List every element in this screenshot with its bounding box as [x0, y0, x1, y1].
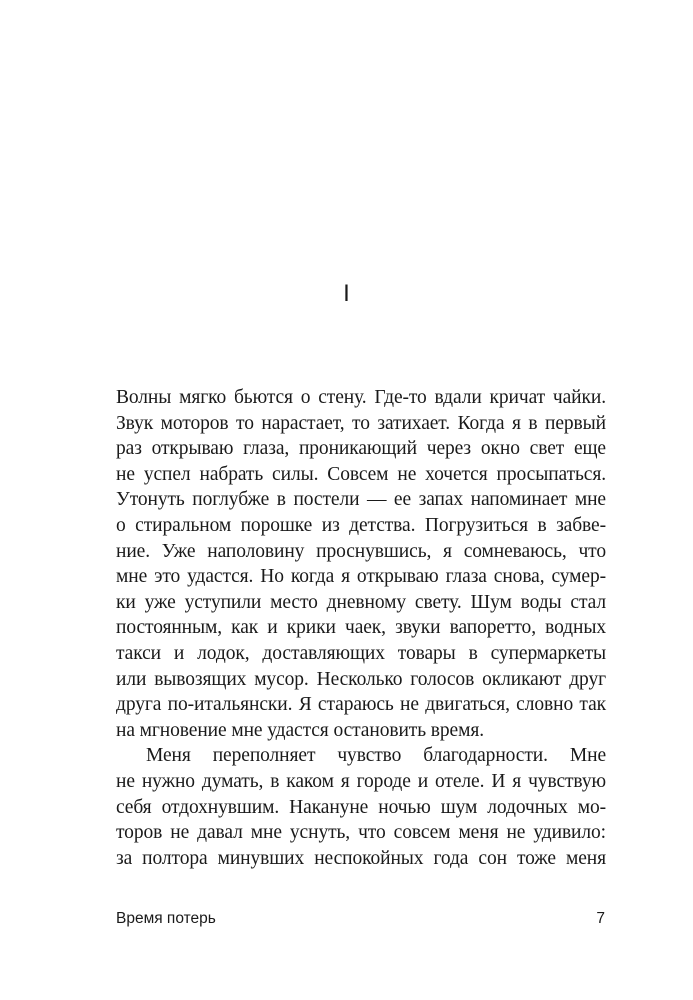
text-line: о стиральном порошке из детства. Погрузиться в забве-: [116, 514, 606, 536]
text-line: Утонуть поглубже в постели — ее запах напоминает мне: [116, 489, 606, 511]
text-line: такси и лодок, доставляющих товары в супермаркеты: [116, 642, 606, 664]
text-line: Звук моторов то нарастает, то затихает. Когда я в первый: [116, 412, 606, 434]
text-line: друга по-итальянски. Я стараюсь не двигаться, словно так: [116, 694, 606, 716]
text-line: торов не давал мне уснуть, что совсем меня не удивило:: [116, 822, 606, 844]
text-line: на мгновение мне удастся остановить время.: [116, 719, 484, 741]
text-line: не нужно думать, в каком я городе и отеле. И я чувствую: [116, 770, 606, 792]
body-text: [116, 385, 606, 871]
running-footer-title: Время потерь: [116, 910, 216, 927]
text-line: Меня переполняет чувство благодарности. Мне: [146, 745, 606, 767]
text-line: раз открываю глаза, проникающий через окно свет еще: [116, 438, 606, 460]
text-line: Волны мягко бьются о стену. Где-то вдали кричат чайки.: [116, 387, 606, 408]
text-line: ние. Уже наполовину проснувшись, я сомневаюсь, что: [116, 540, 606, 562]
text-line: не успел набрать силы. Совсем не хочется просыпаться.: [116, 463, 606, 485]
text-line: себя отдохнувшим. Накануне ночью шум лодочных мо-: [116, 796, 606, 818]
text-line: ки уже уступили место дневному свету. Шум воды стал: [116, 591, 606, 613]
page-number: 7: [596, 910, 605, 927]
text-line: мне это удастся. Но когда я открываю глаза снова, сумер-: [116, 566, 606, 588]
paragraph-1: [116, 385, 606, 743]
paragraph-2: [116, 743, 606, 871]
text-line: постоянным, как и крики чаек, звуки вапоретто, водных: [116, 617, 606, 639]
chapter-number: I: [343, 280, 350, 307]
text-line: или вывозящих мусор. Несколько голосов окликают друг: [116, 668, 606, 690]
text-line: за полтора минувших неспокойных года сон тоже меня: [116, 847, 606, 869]
